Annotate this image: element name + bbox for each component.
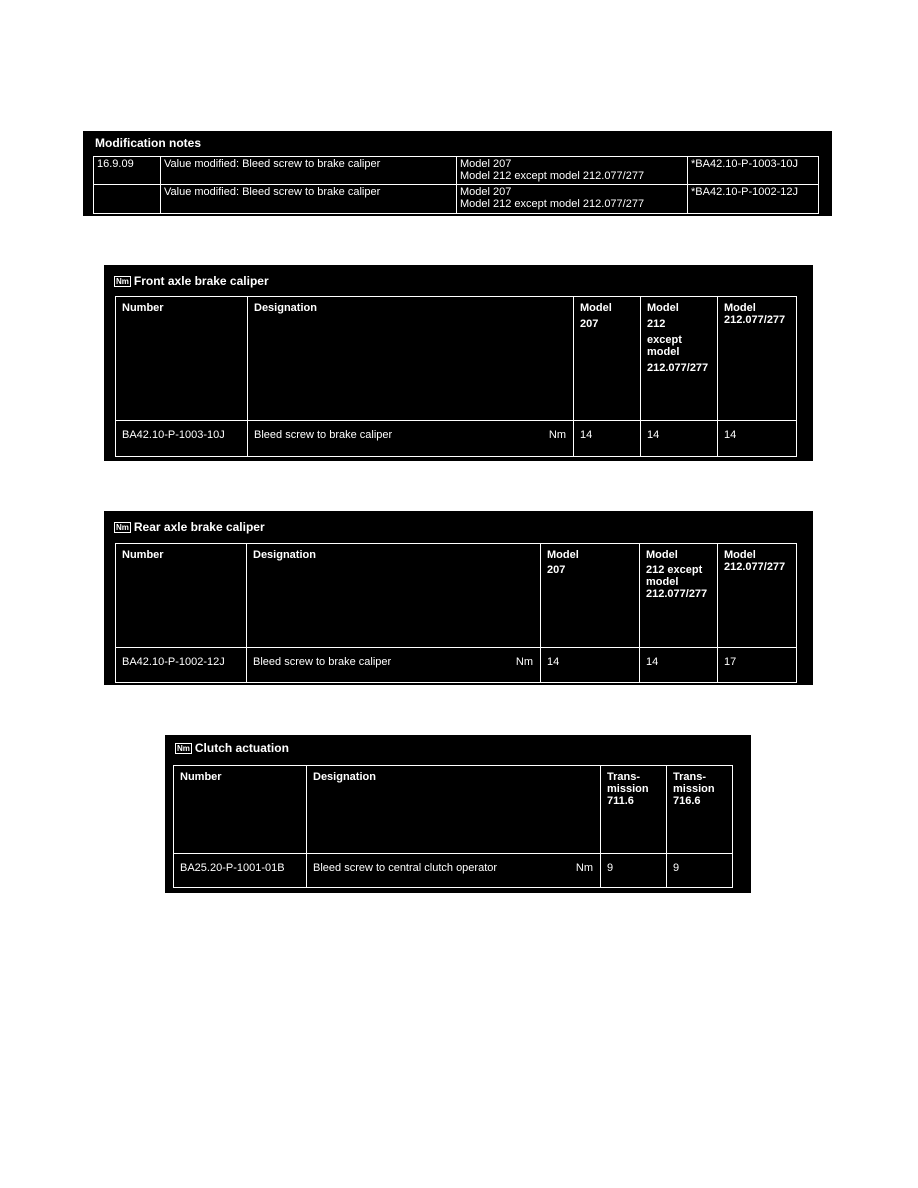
rear-axle-table (115, 543, 797, 683)
mod-model-cell (457, 157, 688, 185)
mod-ref-cell: *BA42.10-P-1003-10J (688, 157, 819, 185)
mod-model-line: Model 207 (460, 158, 512, 170)
row-value-col1: 9 (601, 854, 667, 888)
header-model-col3 (718, 297, 797, 421)
header-model-col1 (574, 297, 641, 421)
mod-date-cell (94, 185, 161, 214)
row-value-col2: 9 (667, 854, 733, 888)
header-model-col2 (640, 544, 718, 648)
clutch-panel (165, 735, 751, 893)
row-number: BA42.10-P-1002-12J (116, 648, 247, 683)
header-line: Model (547, 549, 579, 561)
header-line: Model (580, 302, 612, 314)
row-unit: Nm (548, 429, 566, 441)
header-line: 207 (547, 564, 566, 576)
mod-model-line: Model 212 except model 212.077/277 (460, 170, 645, 182)
modification-notes-table (93, 156, 819, 214)
row-value-col2: 14 (641, 421, 718, 457)
torque-icon: Nm (116, 277, 129, 286)
header-line: 711.6 (607, 795, 634, 807)
header-number: Number (116, 544, 247, 648)
clutch-title (175, 741, 289, 755)
header-line: Model (724, 302, 756, 314)
row-unit: Nm (515, 656, 533, 668)
rear-axle-title-text: Rear axle brake caliper (133, 520, 265, 534)
header-line: Trans- (673, 771, 707, 783)
header-model-col2 (641, 297, 718, 421)
header-line: model (647, 346, 680, 358)
table-header-row (116, 297, 797, 421)
row-number: BA42.10-P-1003-10J (116, 421, 248, 457)
row-number: BA25.20-P-1001-01B (174, 854, 307, 888)
front-axle-table (115, 296, 797, 457)
front-axle-title-text: Front axle brake caliper (133, 274, 269, 288)
mod-date-cell: 16.9.09 (94, 157, 161, 185)
modification-notes-title: Modification notes (95, 136, 201, 150)
header-line: mission (607, 783, 649, 795)
table-row (174, 854, 733, 888)
rear-axle-title (114, 520, 265, 534)
row-value-col3: 14 (718, 421, 797, 457)
mod-model-cell (457, 185, 688, 214)
row-value-col1: 14 (541, 648, 640, 683)
row-designation (247, 648, 541, 683)
row-designation (307, 854, 601, 888)
modification-notes-panel (83, 131, 832, 216)
table-row (116, 421, 797, 457)
header-line: 207 (580, 318, 599, 330)
row-designation-text: Bleed screw to brake caliper (253, 656, 392, 668)
header-number: Number (174, 766, 307, 854)
row-designation-text: Bleed screw to brake caliper (254, 429, 393, 441)
header-designation: Designation (247, 544, 541, 648)
header-line: 212.077/277 (724, 561, 786, 573)
header-line: Trans- (607, 771, 641, 783)
row-designation-text: Bleed screw to central clutch operator (313, 862, 498, 874)
header-transmission-col1 (601, 766, 667, 854)
clutch-title-text: Clutch actuation (194, 741, 289, 755)
row-value-col3: 17 (718, 648, 797, 683)
header-line: 212 (647, 318, 666, 330)
header-line: Model (647, 302, 679, 314)
rear-axle-panel (104, 511, 813, 685)
header-line: 212 except (646, 564, 703, 576)
header-model-col3 (718, 544, 797, 648)
header-line: Model (646, 549, 678, 561)
table-header-row (116, 544, 797, 648)
table-row (94, 185, 819, 214)
table-header-row (174, 766, 733, 854)
row-unit: Nm (575, 862, 593, 874)
torque-icon: Nm (116, 523, 129, 532)
header-line: mission (673, 783, 715, 795)
torque-icon: Nm (177, 744, 190, 753)
mod-model-line: Model 212 except model 212.077/277 (460, 198, 645, 210)
table-row (116, 648, 797, 683)
front-axle-panel (104, 265, 813, 461)
header-line: 212.077/277 (724, 314, 786, 326)
header-designation: Designation (307, 766, 601, 854)
header-line: model (646, 576, 679, 588)
header-line: 716.6 (673, 795, 701, 807)
header-line: 212.077/277 (647, 362, 709, 374)
row-designation (248, 421, 574, 457)
header-line: except (647, 334, 682, 346)
header-transmission-col2 (667, 766, 733, 854)
mod-model-line: Model 207 (460, 186, 512, 198)
clutch-table (173, 765, 733, 888)
header-line: 212.077/277 (646, 588, 708, 600)
header-designation: Designation (248, 297, 574, 421)
front-axle-title (114, 274, 269, 288)
row-value-col2: 14 (640, 648, 718, 683)
row-value-col1: 14 (574, 421, 641, 457)
table-row (94, 157, 819, 185)
header-model-col1 (541, 544, 640, 648)
mod-change-cell: Value modified: Bleed screw to brake caliper (161, 157, 457, 185)
header-line: Model (724, 549, 756, 561)
mod-change-cell: Value modified: Bleed screw to brake caliper (161, 185, 457, 214)
header-number: Number (116, 297, 248, 421)
mod-ref-cell: *BA42.10-P-1002-12J (688, 185, 819, 214)
